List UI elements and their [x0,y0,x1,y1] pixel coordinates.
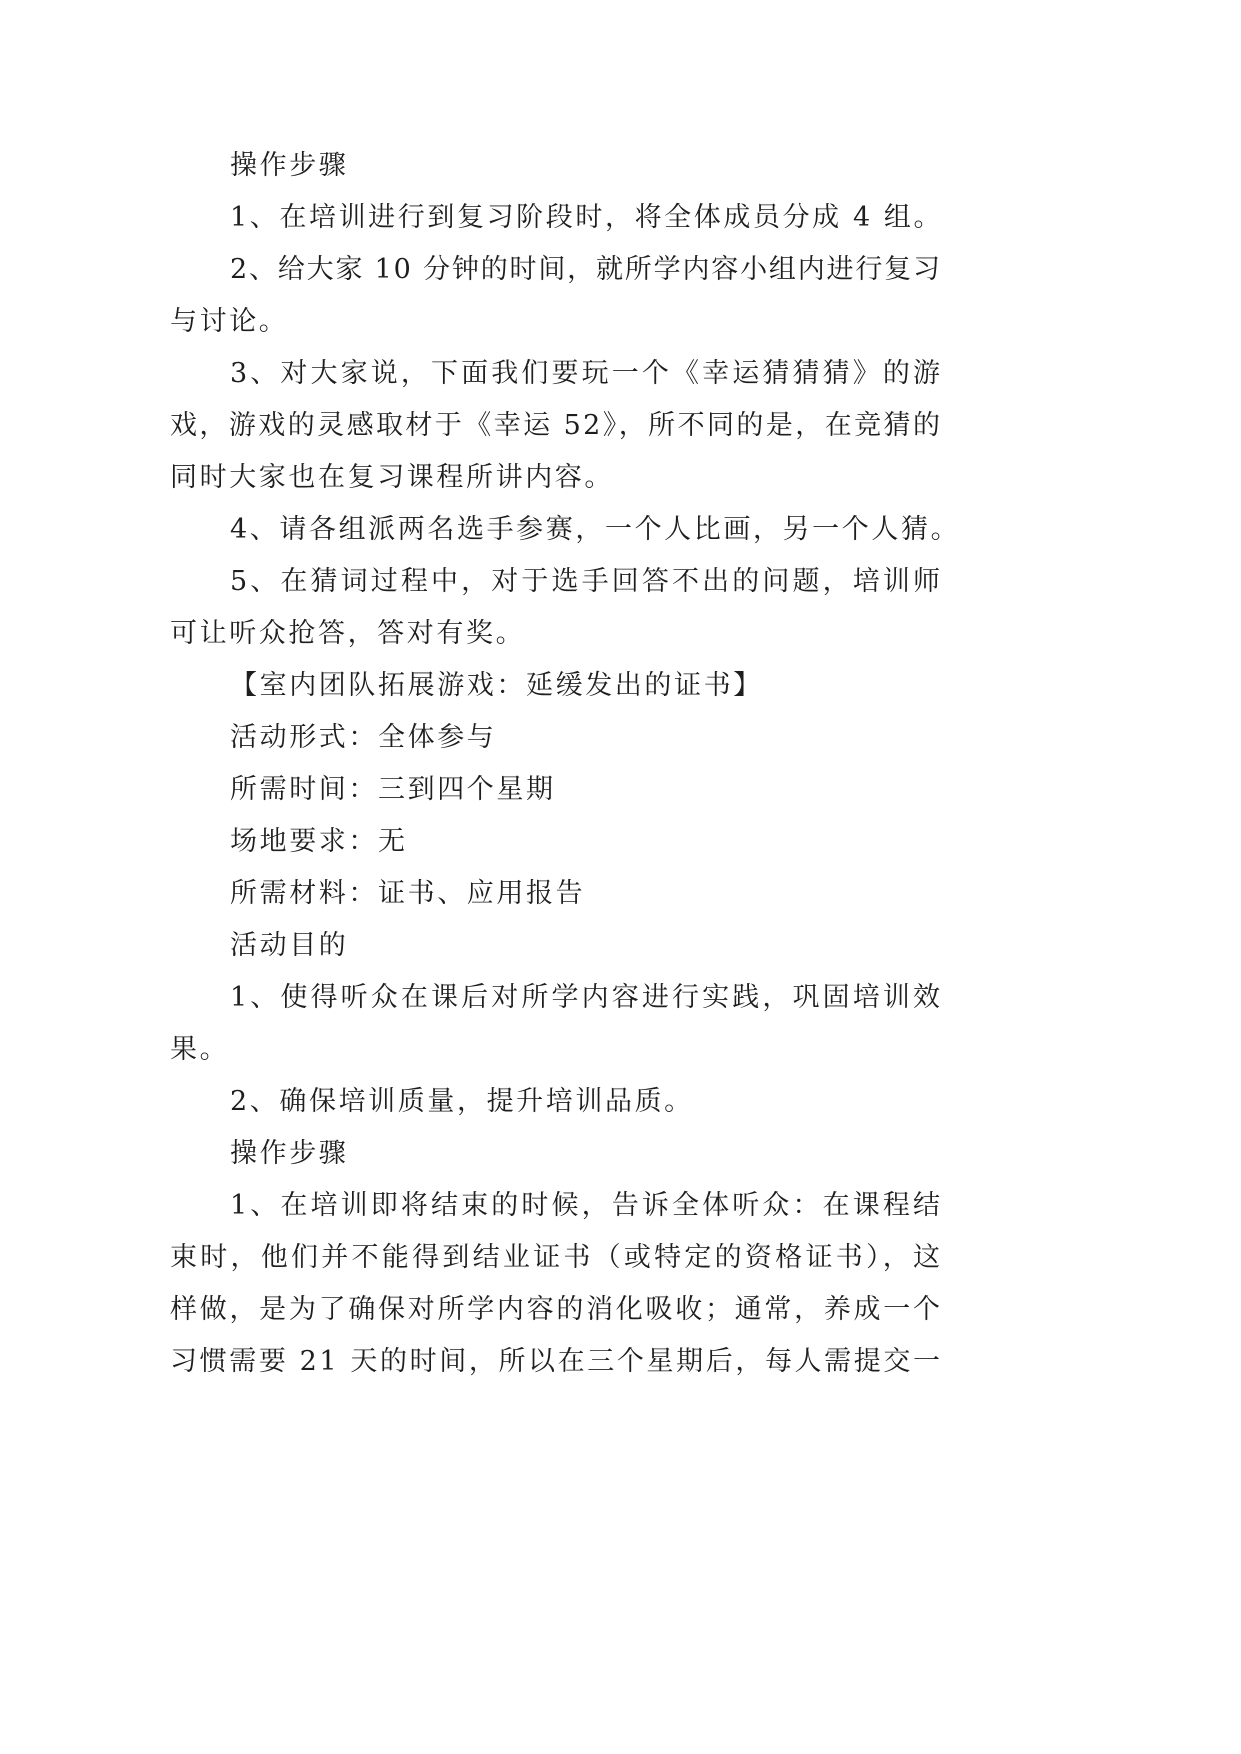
objective-item [170,1076,940,1128]
step-item [170,504,961,556]
text-line: 1、在培训进行到复习阶段时，将全体成员分成 4 组。 [230,202,944,233]
text-line: 【室内团队拓展游戏：延缓发出的证书】 [230,670,763,701]
document-body [170,140,961,1388]
text-line: 所需材料：证书、应用报告 [230,878,586,909]
step-item [170,348,944,504]
step-item [170,556,944,660]
text-line: 活动形式：全体参与 [230,722,497,753]
activity-format [170,712,940,764]
time-required [170,764,940,816]
text-line: 可让听众抢答，答对有奖。 [170,618,526,649]
text-line: 习惯需要 21 天的时间，所以在三个星期后，每人需提交一 [170,1346,943,1377]
text-line: 1、在培训即将结束的时候，告诉全体听众：在课程结 [230,1190,944,1221]
text-line: 1、使得听众在课后对所学内容进行实践，巩固培训效 [230,982,944,1013]
text-line: 4、请各组派两名选手参赛，一个人比画，另一个人猜。 [230,514,961,545]
text-line: 戏，游戏的灵感取材于《幸运 52》，所不同的是，在竞猜的 [170,410,943,441]
steps-heading [170,1128,940,1180]
game-title [170,660,940,712]
step-item [170,1180,944,1388]
text-line: 场地要求：无 [230,826,408,857]
objectives-heading [170,920,940,972]
objective-item [170,972,944,1076]
steps-heading [170,140,940,192]
text-line: 3、对大家说，下面我们要玩一个《幸运猜猜猜》的游 [230,358,944,389]
text-line: 2、给大家 10 分钟的时间，就所学内容小组内进行复习 [230,254,942,285]
text-line: 同时大家也在复习课程所讲内容。 [170,462,614,493]
step-item [170,192,944,244]
text-line: 操作步骤 [230,150,349,181]
materials-required [170,868,940,920]
text-line: 与讨论。 [170,306,289,337]
text-line: 所需时间：三到四个星期 [230,774,556,805]
text-line: 果。 [170,1034,230,1065]
text-line: 样做，是为了确保对所学内容的消化吸收；通常，养成一个 [170,1294,943,1325]
venue-requirement [170,816,940,868]
text-line: 操作步骤 [230,1138,349,1169]
text-line: 2、确保培训质量，提升培训品质。 [230,1086,694,1117]
text-line: 5、在猜词过程中，对于选手回答不出的问题，培训师 [230,566,944,597]
text-line: 束时，他们并不能得到结业证书（或特定的资格证书），这 [170,1242,944,1273]
step-item [170,244,940,348]
text-line: 活动目的 [230,930,349,961]
